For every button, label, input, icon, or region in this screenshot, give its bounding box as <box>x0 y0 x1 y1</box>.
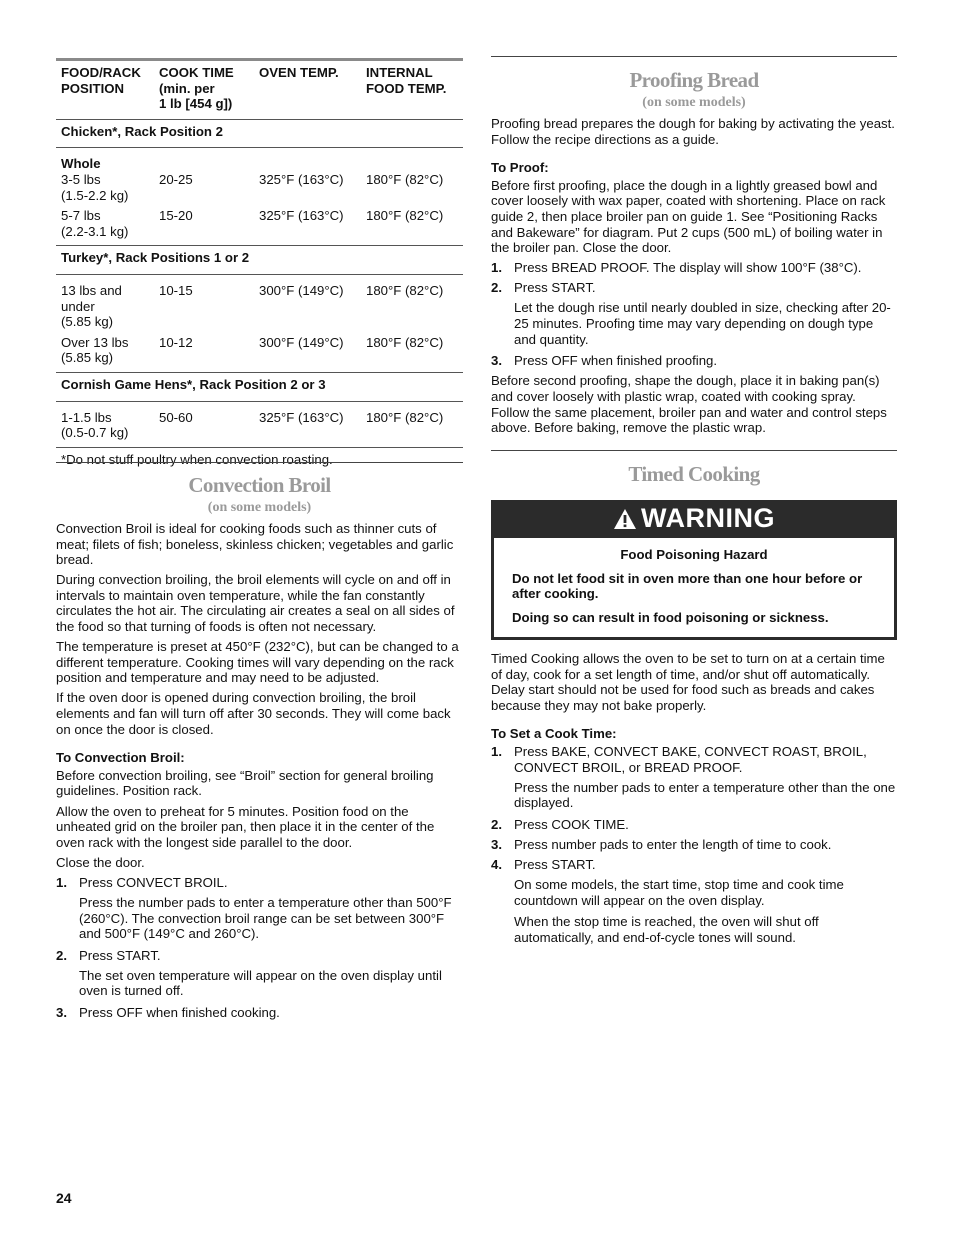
warning-label: WARNING <box>641 502 775 533</box>
group-body-chicken <box>56 148 463 246</box>
table-row: 3-5 lbs (1.5-2.2 kg) 20-25 325°F (163°C) 180°F (82°C) <box>61 171 444 203</box>
step-note: Press the number pads to enter a temperature other than the one displayed. <box>514 779 896 811</box>
paragraph: Before second proofing, shape the dough, place it in baking pan(s) and cover loosely with plastic wrap, coated with cooking spray. Follow the same placement, broiler pan and water and control steps above. Before baking, remove the plastic wrap. <box>491 373 887 436</box>
warning-line: Do not let food sit in oven more than one hour before or after cooking. <box>512 570 863 602</box>
step-item: 2. Press COOK TIME. <box>491 816 629 832</box>
warning-content <box>494 538 894 637</box>
warning-banner <box>491 500 897 537</box>
paragraph: Close the door. <box>56 854 145 870</box>
warning-triangle-icon <box>613 508 637 530</box>
table-row: 1-1.5 lbs (0.5-0.7 kg) 50-60 325°F (163°C) 180°F (82°C) <box>61 409 444 441</box>
table-footnote: *Do not stuff poultry when convection roasting. <box>61 451 333 467</box>
section-divider <box>491 450 897 451</box>
paragraph: Allow the oven to preheat for 5 minutes. Position food on the unheated grid on the broiler pan, then place it in the center of the oven rack with the longest side parallel to the door. <box>56 803 435 850</box>
proofing-bread-subtitle: (on some models) <box>642 95 746 110</box>
group-title-chicken: Chicken*, Rack Position 2 <box>56 120 463 149</box>
paragraph: The temperature is preset at 450°F (232°C), but can be changed to a different temperature. Cooking times will vary depending on the rack position and temperature and may need to be adjusted. <box>56 639 459 686</box>
step-note: Press the number pads to enter a temperature other than 500°F (260°C). The convection broil range can be set between 300°F and 500°F (149°C and 260°C). <box>79 894 452 942</box>
paragraph: Timed Cooking allows the oven to be set to turn on at a certain time of day, cook for a set length of time, and/or shut off automatically. Delay start should not be used for food such as breads and cakes because they may not bake properly. <box>491 651 885 713</box>
proofing-howto-heading: To Proof: <box>491 160 549 176</box>
step-item: 4. Press START. <box>491 857 596 873</box>
section-divider <box>56 462 463 463</box>
step-note: Let the dough rise until nearly doubled in size, checking after 20-25 minutes. Proofing time may vary depending on dough type and quantity. <box>514 300 891 347</box>
group-body-turkey <box>56 275 463 373</box>
proofing-bread-body <box>491 116 897 440</box>
step-item: 3. Press number pads to enter the length of time to cook. <box>491 836 832 852</box>
timed-cooking-title: Timed Cooking <box>628 462 760 486</box>
header-food-rack: FOOD/RACK POSITION <box>61 65 141 96</box>
group-title-cornish-hens: Cornish Game Hens*, Rack Position 2 or 3 <box>56 373 463 402</box>
convection-broil-howto-heading: To Convection Broil: <box>56 750 185 766</box>
proofing-bread-title: Proofing Bread <box>629 68 759 92</box>
step-item: 3. Press OFF when finished cooking. <box>56 1005 280 1021</box>
step-note: The set oven temperature will appear on the oven display until oven is turned off. <box>79 967 442 999</box>
step-item: 1. Press CONVECT BROIL. <box>56 874 228 890</box>
paragraph: During convection broiling, the broil elements will cycle on and off in intervals to maintain oven temperature, while the fan constantly circulates the hot air. The circulating air creates a seal on all sides of the food so that turning of foods is often not necessary. <box>56 572 455 635</box>
step-item: 1. Press BREAD PROOF. The display will show 100°F (38°C). <box>491 260 862 276</box>
header-cook-time: COOK TIME (min. per 1 lb [454 g]) <box>159 65 234 112</box>
paragraph: If the oven door is opened during convection broiling, the broil elements and fan will turn off after 30 seconds. They will come back on once the door is closed. <box>56 690 451 737</box>
convection-broil-body <box>56 521 463 1025</box>
step-item: 1. Press BAKE, CONVECT BAKE, CONVECT ROAST, BROIL, CONVECT BROIL, or BREAD PROOF. <box>491 743 867 775</box>
step-item: 2. Press START. <box>491 280 596 296</box>
step-note: When the stop time is reached, the oven will shut off automatically, and end-of-cycle tones will sound. <box>514 914 819 945</box>
table-header-row <box>56 61 463 120</box>
warning-line: Doing so can result in food poisoning or sickness. <box>512 609 829 625</box>
table-row: 13 lbs and under (5.85 kg) 10-15 300°F (149°C) 180°F (82°C) <box>61 282 444 330</box>
set-cook-time-heading: To Set a Cook Time: <box>491 726 617 742</box>
group-subtitle-whole: Whole <box>61 156 101 172</box>
header-oven-temp: OVEN TEMP. <box>259 65 339 80</box>
warning-hazard-title: Food Poisoning Hazard <box>620 547 768 562</box>
page-number: 24 <box>56 1190 72 1206</box>
convection-broil-title: Convection Broil <box>188 473 331 497</box>
paragraph: Before convection broiling, see “Broil” section for general broiling guidelines. Position rack. <box>56 767 434 799</box>
header-internal-temp: INTERNAL FOOD TEMP. <box>366 65 447 96</box>
table-row: 5-7 lbs (2.2-3.1 kg) 15-20 325°F (163°C) 180°F (82°C) <box>61 208 444 239</box>
convection-broil-subtitle: (on some models) <box>207 500 312 515</box>
table-row: Over 13 lbs (5.85 kg) 10-12 300°F (149°C) 180°F (82°C) <box>61 334 444 366</box>
paragraph: Before first proofing, place the dough in a lightly greased bowl and cover loosely with wax paper, coated with shortening. Place on rack guide 2, then place broiler pan on guide 1. See “Positioning Racks and Bakeware” for diagram. Put 2 cups (500 mL) of boiling water in the broiler pan. Close the door. <box>491 177 886 256</box>
group-title-turkey: Turkey*, Rack Positions 1 or 2 <box>56 246 463 275</box>
section-divider <box>491 56 897 57</box>
step-item: 3. Press OFF when finished proofing. <box>491 353 718 369</box>
paragraph: Convection Broil is ideal for cooking foods such as thinner cuts of meat; filets of fish; boneless, skinless chicken; vegetables and garlic bread. <box>56 521 454 568</box>
poultry-roasting-table <box>56 58 463 467</box>
step-item: 2. Press START. <box>56 947 161 963</box>
warning-box <box>491 500 897 640</box>
step-note: On some models, the start time, stop time and cook time countdown will appear on the oven display. <box>514 877 844 908</box>
group-body-cornish-hens <box>56 402 463 448</box>
timed-cooking-body <box>491 651 897 952</box>
paragraph: Proofing bread prepares the dough for baking by activating the yeast. Follow the recipe directions as a guide. <box>491 116 895 147</box>
